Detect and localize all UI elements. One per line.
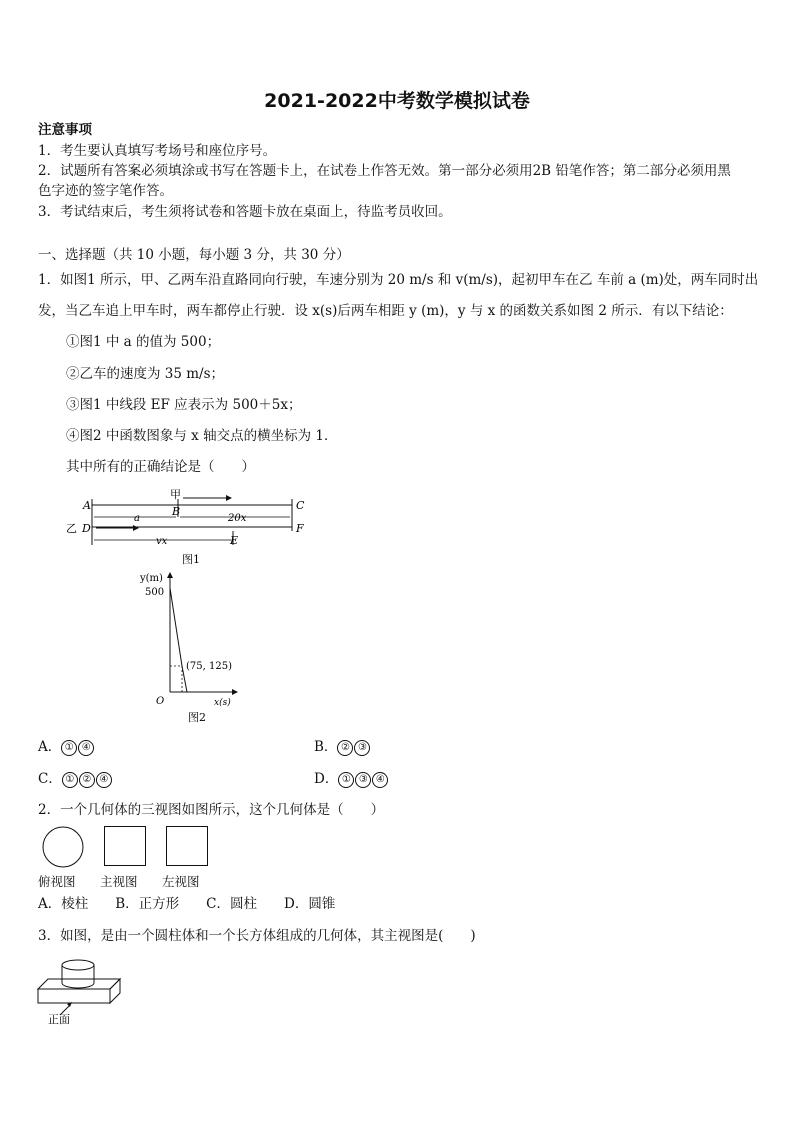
mark: ② — [79, 772, 95, 788]
front-view-label: 主视图 — [100, 874, 138, 889]
figure-1-caption: 图1 — [182, 553, 200, 566]
q2-options: A．棱柱 B．正方形 C．圆柱 D．圆锥 — [38, 896, 336, 912]
point-A: A — [83, 499, 91, 512]
q3-stem: 3．如图，是由一个圆柱体和一个长方体组成的几何体，其主视图是( ) — [38, 928, 476, 944]
mark: ④ — [96, 772, 112, 788]
notice-heading: 注意事项 — [38, 122, 92, 138]
fig2-ylabel: y(m) — [140, 573, 163, 584]
point-D: D — [82, 522, 91, 535]
fig2-origin: O — [156, 696, 165, 707]
page-title: 2021-2022中考数学模拟试卷 — [264, 90, 530, 112]
figure-2-svg — [138, 570, 248, 728]
option-C-label: C． — [38, 771, 62, 787]
q1-stem-line1: 1．如图1 所示，甲、乙两车沿直路同向行驶，车速分别为 20 m/s 和 v(m/s)，起初甲车在乙 车前 a (m)处，两车同时出 — [38, 272, 759, 288]
point-E: E — [230, 534, 239, 547]
option-B-label: B． — [314, 739, 338, 755]
side-view-square — [166, 826, 208, 866]
side-view-label: 左视图 — [162, 874, 200, 889]
label-vx: vx — [156, 536, 168, 547]
mark: ③ — [354, 740, 370, 756]
q1-prompt: 其中所有的正确结论是（ ） — [66, 459, 255, 475]
label-20x: 20x — [228, 513, 247, 524]
q2-three-views — [38, 826, 238, 888]
front-view-square — [104, 826, 146, 866]
mark: ③ — [355, 772, 371, 788]
point-F: F — [296, 522, 304, 535]
q1-option-D[interactable] — [314, 769, 389, 789]
fig2-xlabel: x(s) — [214, 698, 231, 708]
q1-statement-4: ④图2 中函数图象与 x 轴交点的横坐标为 1． — [66, 428, 338, 444]
top-view-circle — [40, 826, 86, 868]
front-label: 正面 — [48, 1013, 70, 1026]
top-view-label: 俯视图 — [38, 874, 76, 889]
point-B: B — [172, 505, 181, 518]
q1-option-A[interactable] — [38, 737, 95, 757]
option-D-label: D． — [314, 771, 339, 787]
mark: ④ — [372, 772, 388, 788]
q1-figure-2 — [138, 570, 248, 732]
notice-item-1: 1．考生要认真填写考场号和座位序号。 — [38, 143, 277, 159]
q1-option-C[interactable] — [38, 769, 113, 789]
q1-figure-1 — [66, 487, 318, 573]
section-heading: 一、选择题（共 10 小题，每小题 3 分，共 30 分） — [38, 247, 350, 263]
q1-statement-2: ②乙车的速度为 35 m/s； — [66, 366, 225, 382]
q1-stem-line2: 发，当乙车追上甲车时，两车都停止行驶．设 x(s)后两车相距 y (m)，y 与 x 的函数关系如图 2 所示．有以下结论： — [38, 303, 733, 319]
mark: ① — [62, 772, 78, 788]
label-a: a — [134, 513, 140, 524]
q2-stem: 2．一个几何体的三视图如图所示，这个几何体是（ ） — [38, 802, 385, 818]
mark: ① — [338, 772, 354, 788]
point-C: C — [296, 499, 305, 512]
mark: ② — [337, 740, 353, 756]
option-A-label: A． — [38, 739, 62, 755]
figure-2-caption: 图2 — [188, 711, 206, 724]
notice-item-3: 3．考试结束后，考生须将试卷和答题卡放在桌面上，待监考员收回。 — [38, 204, 452, 220]
q3-figure-svg — [36, 955, 126, 1027]
q3-figure — [36, 955, 126, 1031]
label-jia: 甲 — [170, 488, 181, 501]
q1-option-B[interactable] — [314, 737, 371, 757]
fig2-y500: 500 — [145, 587, 165, 598]
label-yi: 乙 — [66, 522, 77, 535]
fig2-point: (75, 125) — [186, 661, 232, 672]
notice-item-2-cont: 色字迹的签字笔作答。 — [38, 183, 173, 199]
mark: ① — [61, 740, 77, 756]
notice-item-2: 2．试题所有答案必须填涂或书写在答题卡上，在试卷上作答无效。第一部分必须用2B 铅笔作答；第二部分必须用黑 — [38, 163, 731, 179]
q1-statement-1: ①图1 中 a 的值为 500； — [66, 334, 221, 350]
figure-1-svg — [66, 487, 318, 569]
mark: ④ — [78, 740, 94, 756]
q1-statement-3: ③图1 中线段 EF 应表示为 500＋5x； — [66, 397, 302, 413]
